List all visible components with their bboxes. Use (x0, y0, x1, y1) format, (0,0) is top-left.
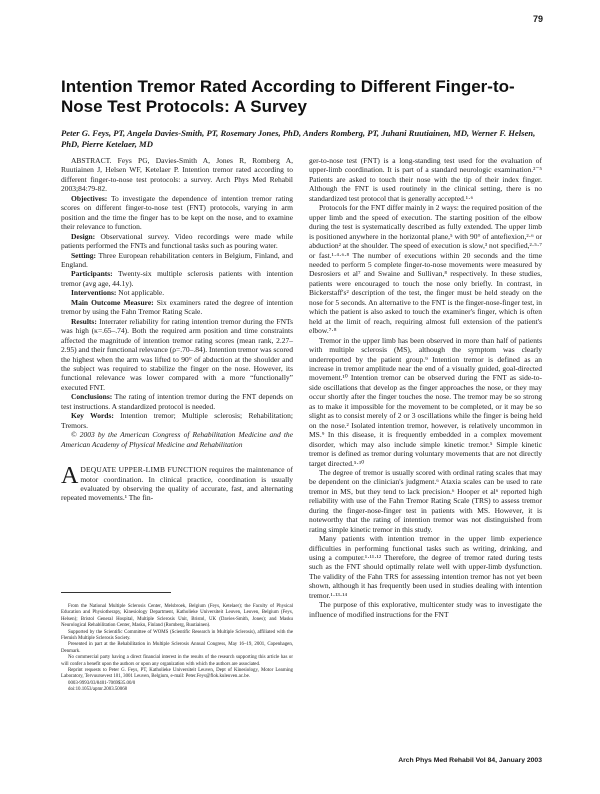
objectives-label: Objectives: (71, 193, 108, 203)
intro-lead: DEQUATE UPPER-LIMB FUNCTION (80, 465, 208, 475)
keywords-label: Key Words: (71, 411, 114, 421)
abstract (61, 156, 293, 449)
footnote-affiliation: From the National Multiple Sclerosis Center, Melsbroek, Belgium (Feys, Ketelaer); the Faculty of Physical Education and Physiotherapy, Kinesiology Department, Katholieke Universiteit Leuven, Leuven, Belgium (Feys, Helsen); Bristol General Hospital, Multiple Sclerosis Unit, Bristol, UK (Davies-Smith, Jones); and Masku Neurological Rehabilitation Center, Masku, Finland (Romberg, Ruutiainen). (61, 604, 293, 629)
author-list: Peter G. Feys, PT, Angela Davies-Smith, PT, Rosemary Jones, PhD, Anders Romberg, PT, Juhani Ruutiainen, MD, Werner F. Helsen, PhD, Pierre Ketelaer, MD (61, 128, 536, 149)
footnote-doi: doi:10.1053/apmr.2003.50068 (68, 687, 128, 693)
abstract-outcome (61, 298, 293, 317)
outcome-label: Main Outcome Measure: (71, 297, 154, 307)
objectives-text: To investigate the dependence of intention tremor rating scores on different finger-to-nose test (FNT) protocols, varying in arm position and the time the finger has to be kept on the nose, and to examine their relevance to function. (61, 193, 293, 232)
abstract-design (61, 232, 293, 251)
keywords-text: Intention tremor; Multiple sclerosis; Rehabilitation; Tremors. (61, 411, 294, 430)
abstract-results (61, 317, 293, 393)
body-paragraph-1: ger-to-nose test (FNT) is a long-standing test used for the evaluation of upper-limb coordination. It is part of a standard neurologic examination.²⁻⁵ Patients are asked to touch their nose with the tip of their index finger. Although the FNT is used routinely in the clinical setting, there is no standardized test protocol that is generally accepted.¹·⁶ (309, 156, 542, 203)
introduction (61, 465, 293, 503)
interventions-label: Interventions: (71, 288, 117, 298)
abstract-setting (61, 251, 293, 270)
body-paragraph-5: Many patients with intention tremor in the upper limb experience difficulties in performing functional tasks such as writing, drinking, and using a computer.¹·¹¹·¹² Therefore, the degree of tremor rated during tests such as the FNT should optimally relate well with upper-limb dysfunction. The validity of the Fahn TRS for assessing intention tremor has not yet been shown, although it has frequently been used in studies dealing with intention tremor.¹·¹³·¹⁴ (309, 534, 542, 600)
results-text: Interrater reliability for rating intention tremor during the FNTs was high (κ=.65–.74). Both the required arm position and time constraints affected the magnitude of intention tremor rating scores (mean rank, 2.27–2.95) and their functional relevance (ρ=.70–.84). Intention tremor was scored the highest when the arm was lifted to 90° of abduction at the shoulder and the subject was required to stabilize the finger on the nose. However, its functional relevance was lower compared with a more “functionally” executed FNT. (61, 316, 293, 392)
body-paragraph-2: Protocols for the FNT differ mainly in 2 ways: the required position of the upper limb and the speed of execution. The starting position of the elbow during the test is systematically described as fully extended. The upper limb is positioned anywhere in the horizontal plane,⁵ with 90° of antefiexion,²·⁶ or abduction² at the shoulder. The speed of execution is slow,³ not specified,²·⁵·⁷ or fast.¹·⁴·⁶·⁸ The number of executions within 20 seconds and the time needed to perform 5 complete finger-to-nose movements were measured by Desrosiers et al⁷ and Swaine and Sullivan,⁸ respectively. In these studies, patients were encouraged to touch the nose only briefly. In contrast, in Bickerstaff's² description of the test, the finger must be held steady on the nose for 5 seconds. An alternative to the FNT is the finger-nose-finger test, in which the patient is also asked to touch the examiner's finger, which is often held at the limit of reach, requiring almost full extension of the patient's elbow.⁷·⁸ (309, 203, 542, 336)
body-paragraph-4: The degree of tremor is usually scored with ordinal rating scales that may be dependent on the clinician's judgment.⁶ Ataxia scales can be used to rate tremor in MS, but they tend to lack precision.⁶ Hooper et al⁶ reported high reliability with use of the Fahn Tremor Rating Scale (TRS) to assess tremor during the finger-nose-finger test in patients with MS. However, it is noteworthy that the rating of intention tremor was not distinguished from rating simple kinetic tremor in this study. (309, 467, 542, 534)
copyright-notice: © 2003 by the American Congress of Rehabilitation Medicine and the American Academy of Physical Medicine and Rehabilitation (61, 430, 293, 449)
footnotes (61, 604, 293, 694)
setting-text: Three European rehabilitation centers in Belgium, Finland, and England. (61, 250, 293, 269)
drop-cap: A (61, 463, 79, 490)
footnote-divider (61, 592, 171, 593)
design-text: Observational survey. Video recordings were made while patients performed the FNTs and functional tasks such as pouring water. (61, 231, 294, 251)
conclusions-text: The rating of intention tremor during the FNT depends on test instructions. A standardized protocol is needed. (61, 392, 293, 411)
abstract-participants (61, 269, 293, 288)
abstract-conclusions (61, 392, 293, 411)
intro-text: requires the maintenance of motor coordination. In clinical practice, coordination is usually evaluated by observing the quality of accurate, fast, and alternating repeated movements.¹ The fin- (61, 465, 293, 503)
conclusions-label: Conclusions: (71, 392, 113, 402)
abstract-keywords (61, 411, 293, 430)
footnote-issn: 0003-9993/03/8401-7069$35.00/0 (68, 680, 136, 686)
intro-paragraph (61, 465, 293, 503)
abstract-interventions (61, 288, 293, 297)
page-number: 79 (532, 14, 543, 24)
results-label: Results: (71, 316, 97, 326)
abstract-citation: ABSTRACT. Feys PG, Davies-Smith A, Jones R, Romberg A, Ruutiainen J, Helsen WF, Ketelaer P. Intention tremor rated according to different finger-to-nose test protocols: a survey. Arch Phys Med Rehabil 2003;84:79-82. (61, 156, 293, 194)
setting-label: Setting: (71, 250, 96, 260)
participants-text: Twenty-six multiple sclerosis patients with intention tremor (avg age, 44.1y). (61, 269, 293, 288)
interventions-text: Not applicable. (118, 288, 165, 298)
article-title: Intention Tremor Rated According to Different Finger-to-Nose Test Protocols: A Survey (61, 77, 515, 116)
body-paragraph-3: Tremor in the upper limb has been observed in more than half of patients with multiple sclerosis (MS), although the symptom was clearly underreported by the patient group.⁹ Intention tremor is defined as an increase in tremor amplitude near the end of a visually guided, goal-directed movement.¹⁰ Intention tremor can be observed during the FNT as side-to-side oscillations that develop as the finger approaches the nose, or they may occur shortly after the finger touches the nose. The tremor may be so strong as to make it impossible for the movement to be completed, or it may be so slight as to consist merely of 2 or 3 oscillations while the finger is being held on the nose.² Isolated intention tremor, however, is relatively uncommon in MS.⁹ In this disease, it is frequently embedded in a complex movement disorder, which may also include simple kinetic tremor.⁵ Simple kinetic tremor is defined as tremor during voluntary movements that are not directly target directed.⁵·¹⁰ (309, 335, 542, 468)
footnote-reprints: Reprint requests to Peter G. Feys, PT, Katholieke Universiteit Leuven, Dept of Kinesiology, Motor Learning Laboratory, Tervuursevest 101, 3001 Leuven, Belgium, e-mail: Peter.Feys@flok.kuleuven.ac.be. (61, 668, 293, 680)
left-column (61, 156, 293, 503)
abstract-objectives (61, 194, 293, 232)
design-label: Design: (71, 231, 96, 241)
right-column (309, 156, 542, 619)
journal-footer: Arch Phys Med Rehabil Vol 84, January 2003 (398, 757, 542, 764)
body-paragraph-6: The purpose of this explorative, multicenter study was to investigate the influence of modified instructions for the FNT (309, 600, 542, 619)
outcome-text: Six examiners rated the degree of intention tremor by using the Fahn Tremor Rating Scale. (61, 297, 294, 317)
footnote-support: Supported by the Scientific Committee of WOMS (Scientific Research in Multiple Sclerosis), affiliated with the Flemish Multiple Sclerosis Society. (61, 629, 293, 642)
footnote-conflict: No commercial party having a direct financial interest in the results of the research supporting this article has or will confer a benefit upon the authors or upon any organization with which the authors are associated. (61, 655, 293, 667)
footnote-presented: Presented in part at the Rehabilitation in Multiple Sclerosis Annual Congress, May 16–19, 2001, Copenhagen, Denmark. (61, 642, 293, 654)
participants-label: Participants: (71, 269, 113, 279)
